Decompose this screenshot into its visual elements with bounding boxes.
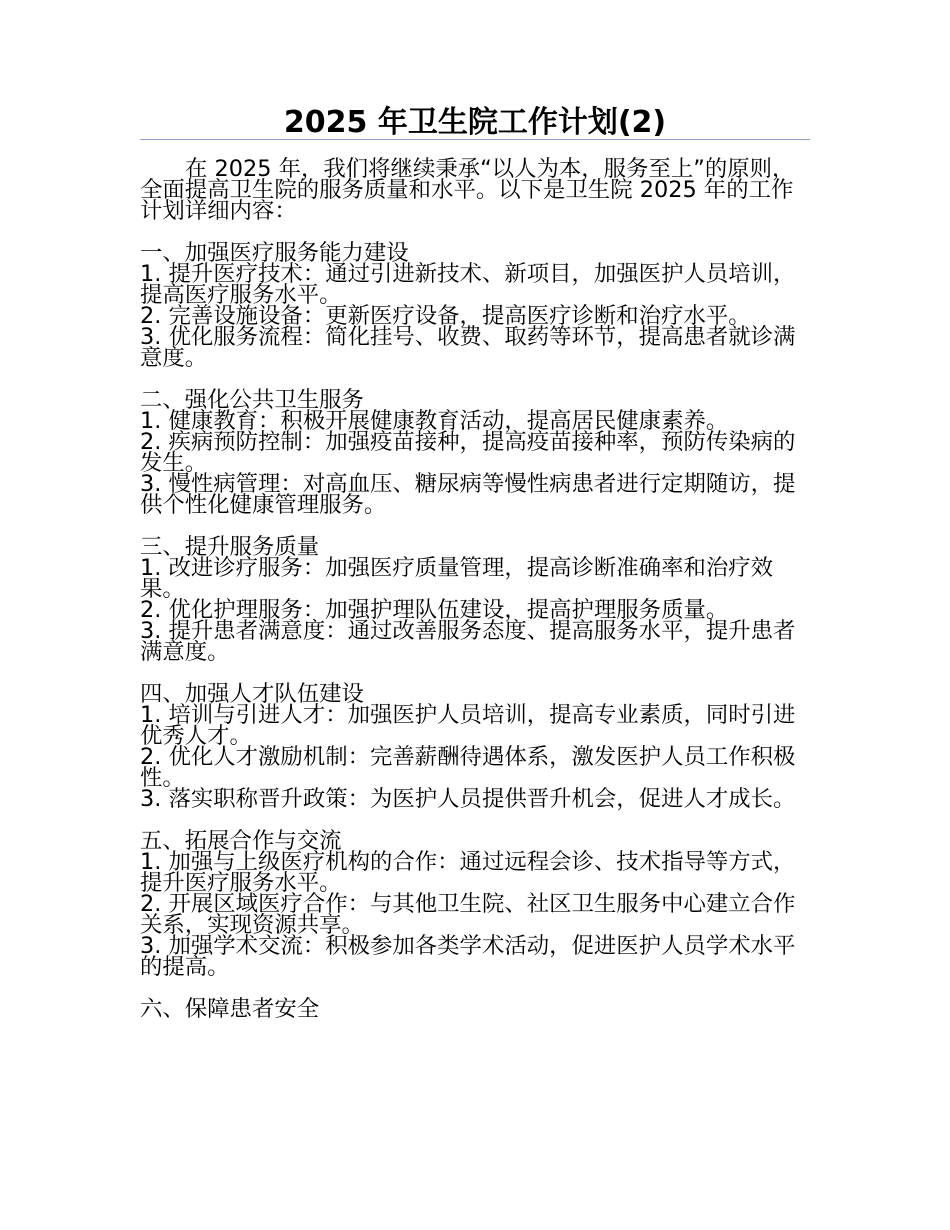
document-title: 2025 年卫生院工作计划(2): [283, 105, 667, 140]
list-item: 3. 优化服务流程：简化挂号、收费、取药等环节，提高患者就诊满意度。: [140, 324, 796, 371]
list-item: 3. 提升患者满意度：通过改善服务态度、提高服务水平，提升患者满意度。: [140, 618, 796, 665]
list-item: 2. 优化护理服务：加强护理队伍建设，提高护理服务质量。: [140, 597, 729, 623]
section-heading: 三、提升服务质量: [140, 534, 320, 560]
section-heading: 五、拓展合作与交流: [140, 828, 342, 854]
list-item: 2. 完善设施设备：更新医疗设备，提高医疗诊断和治疗水平。: [140, 303, 751, 329]
list-item: 1. 培训与引进人才：加强医护人员培训，提高专业素质，同时引进优秀人才。: [140, 702, 796, 749]
section-heading: 一、加强医疗服务能力建设: [140, 240, 409, 266]
section-5: [140, 828, 805, 980]
list-item: 1. 提升医疗技术：通过引进新技术、新项目，加强医护人员培训，提高医疗服务水平。: [140, 261, 796, 308]
list-item: 3. 慢性病管理：对高血压、糖尿病等慢性病患者进行定期随访，提供个性化健康管理服务。: [140, 471, 796, 518]
list-item: 2. 疾病预防控制：加强疫苗接种，提高疫苗接种率，预防传染病的发生。: [140, 429, 796, 476]
section-heading: 二、强化公共卫生服务: [140, 387, 364, 413]
section-6: [140, 996, 805, 1022]
list-item: 2. 开展区域医疗合作：与其他卫生院、社区卫生服务中心建立合作关系，实现资源共享。: [140, 891, 796, 938]
list-item: 2. 优化人才激励机制：完善薪酬待遇体系，激发医护人员工作积极性。: [140, 744, 796, 791]
list-item: 3. 落实职称晋升政策：为医护人员提供晋升机会，促进人才成长。: [140, 786, 796, 812]
section-heading: 六、保障患者安全: [140, 996, 320, 1022]
list-item: 1. 改进诊疗服务：加强医疗质量管理，提高诊断准确率和治疗效果。: [140, 555, 774, 602]
list-item: 1. 健康教育：积极开展健康教育活动，提高居民健康素养。: [140, 408, 729, 434]
list-item: 3. 加强学术交流：积极参加各类学术活动，促进医护人员学术水平的提高。: [140, 933, 796, 980]
section-3: [140, 534, 805, 665]
list-item: 1. 加强与上级医疗机构的合作：通过远程会诊、技术指导等方式，提升医疗服务水平。: [140, 849, 796, 896]
document-body: [140, 156, 805, 1022]
section-2: [140, 387, 805, 518]
section-1: [140, 240, 805, 371]
intro-paragraph: 在 2025 年，我们将继续秉承“以人为本，服务至上”的原则，全面提高卫生院的服务质量和水平。以下是卫生院 2025 年的工作计划详细内容：: [140, 156, 795, 224]
title-underline: [140, 139, 810, 140]
section-4: [140, 681, 805, 812]
section-heading: 四、加强人才队伍建设: [140, 681, 364, 707]
